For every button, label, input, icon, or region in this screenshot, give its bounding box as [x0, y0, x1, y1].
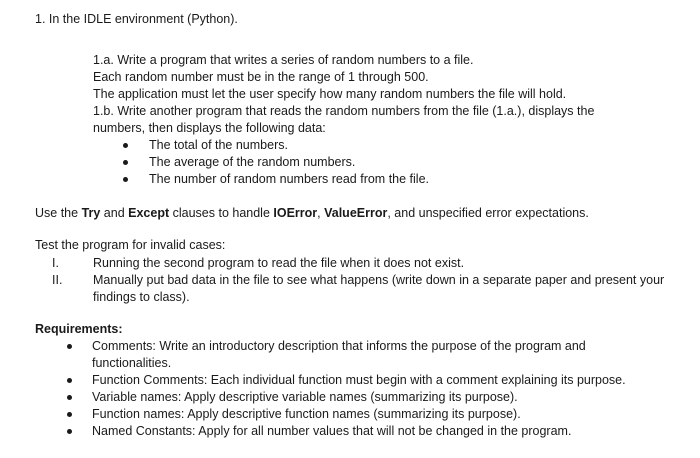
test-intro: Test the program for invalid cases:	[35, 238, 226, 252]
requirement-item	[67, 338, 667, 372]
requirement-text: Function names: Apply descriptive function names (summarizing its purpose).	[92, 407, 521, 421]
test-case-item	[35, 255, 675, 272]
bullet-icon	[67, 429, 72, 434]
part-b-line: numbers, then displays the following data:	[93, 121, 326, 135]
try-text: Use the	[35, 206, 82, 220]
requirement-text: Comments: Write an introductory description that informs the purpose of the program and functionalities.	[92, 339, 586, 370]
part-b-line: 1.b. Write another program that reads the random numbers from the file (1.a.), displays the	[93, 104, 595, 118]
try-text: , and unspecified error expectations.	[387, 206, 589, 220]
data-bullet-item	[123, 137, 429, 154]
try-text: ,	[317, 206, 325, 220]
ioerror-keyword: IOError	[273, 206, 318, 220]
valueerror-keyword: ValueError	[324, 206, 388, 220]
data-bullet-list	[123, 137, 429, 188]
data-bullet-item	[123, 154, 429, 171]
bullet-icon	[67, 412, 72, 417]
test-case-item	[35, 272, 675, 306]
question-heading: 1. In the IDLE environment (Python).	[35, 12, 238, 26]
requirement-item	[67, 406, 667, 423]
bullet-icon	[123, 177, 128, 182]
requirement-item	[67, 389, 667, 406]
test-case-list	[35, 255, 675, 306]
part-a-line: 1.a. Write a program that writes a series of random numbers to a file.	[93, 53, 474, 67]
try-text: clauses to handle	[169, 206, 274, 220]
requirement-text: Function Comments: Each individual function must begin with a comment explaining its purpose.	[92, 373, 626, 387]
test-case-numeral: I.	[52, 256, 59, 270]
data-bullet-text: The total of the numbers.	[149, 138, 288, 152]
test-case-numeral: II.	[52, 273, 63, 287]
bullet-icon	[123, 143, 128, 148]
part-a-block	[93, 52, 683, 186]
requirement-text: Named Constants: Apply for all number values that will not be changed in the program.	[92, 424, 572, 438]
requirements-list	[67, 338, 667, 440]
try-text: and	[100, 206, 129, 220]
test-case-text: Running the second program to read the file when it does not exist.	[93, 256, 465, 270]
data-bullet-text: The number of random numbers read from the file.	[149, 172, 429, 186]
part-a-line: Each random number must be in the range of 1 through 500.	[93, 70, 429, 84]
bullet-icon	[67, 378, 72, 383]
data-bullet-item	[123, 171, 429, 188]
except-keyword: Except	[128, 206, 170, 220]
test-case-text: Manually put bad data in the file to see what happens (write down in a separate paper and present your findings to class).	[93, 273, 665, 304]
try-except-instruction	[35, 205, 589, 222]
bullet-icon	[123, 160, 128, 165]
requirement-text: Variable names: Apply descriptive variable names (summarizing its purpose).	[92, 390, 518, 404]
bullet-icon	[67, 344, 72, 349]
requirement-item	[67, 372, 667, 389]
data-bullet-text: The average of the random numbers.	[149, 155, 356, 169]
requirements-title: Requirements:	[35, 322, 123, 336]
requirement-item	[67, 423, 667, 440]
part-a-line: The application must let the user specify how many random numbers the file will hold.	[93, 87, 567, 101]
bullet-icon	[67, 395, 72, 400]
try-keyword: Try	[81, 206, 101, 220]
